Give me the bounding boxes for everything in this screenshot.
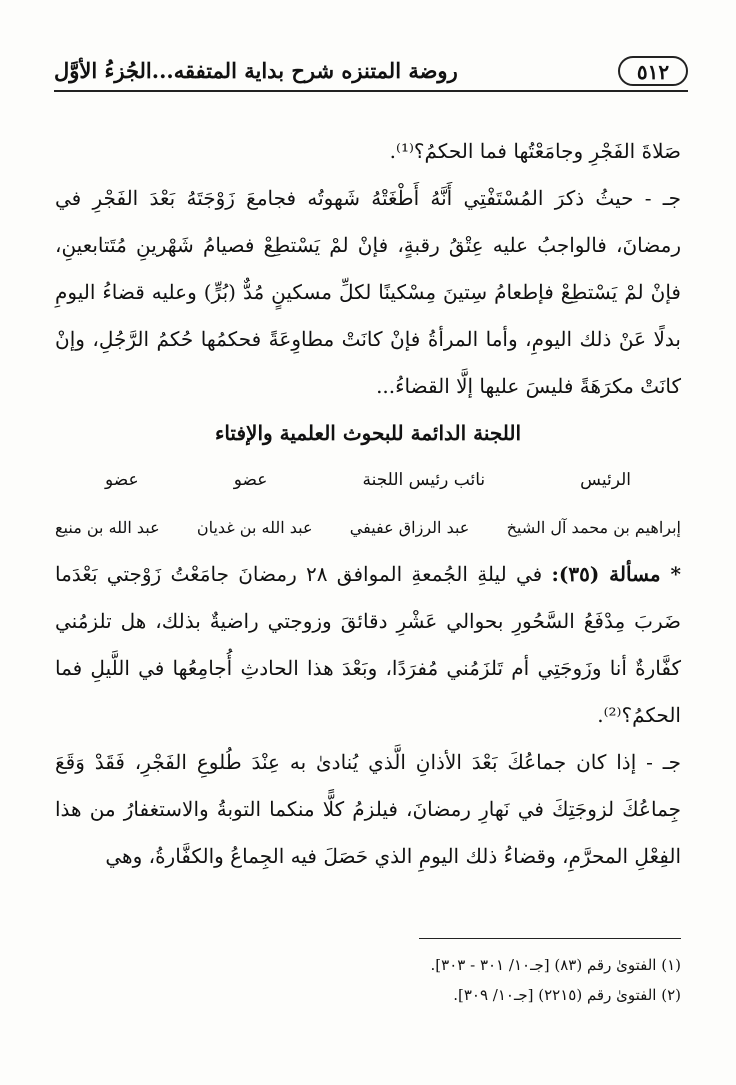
committee-names xyxy=(55,504,681,551)
footnote-1: (١) الفتوىٰ رقم (٨٣) [جـ١٠/ ٣٠١ - ٣٠٣]. xyxy=(430,956,681,974)
role-member-2: عضو xyxy=(105,470,139,490)
running-title: روضة المتنزه شرح بداية المتفقه...الجُزءُ الأوَّل xyxy=(54,58,458,83)
footnote-divider xyxy=(419,938,681,939)
name-vice-chairman: عبد الرزاق عفيفي xyxy=(349,518,470,537)
page-header xyxy=(54,56,688,92)
footnotes xyxy=(55,950,681,1010)
role-chairman: الرئيس xyxy=(580,470,631,490)
answer-paragraph-1: جـ - حيثُ ذكرَ المُسْتَفْتِي أَنَّهُ أَطْغَتْهُ شَهوتُه فجامعَ زَوْجَتَهُ بَعْدَ الفَجْرِ في رمضانَ، فالواجبُ عليه عِتْقُ رقبةٍ، فإنْ لمْ يَسْتطِعْ فصيامُ شَهْرينِ مُتَتابعينِ، فإنْ لمْ يَسْتطِعْ فإطعامُ سِتينَ مِسْكينًا لكلِّ مسكينٍ مُدٌّ (بُرٍّ) وعليه قضاءُ اليومِ بدلًا عَنْ ذلك اليومِ، وأما المرأةُ فإنْ كانَتْ مطاوِعَةً فحكمُها حُكمُ الرَّجُلِ، وإنْ كانَتْ مكرَهَةً فليسَ عليها إلَّا القضاءُ... xyxy=(55,186,681,398)
page-number: ٥١٢ xyxy=(618,56,688,86)
body-text xyxy=(55,128,681,880)
committee-roles xyxy=(55,457,681,504)
role-member-1: عضو xyxy=(233,470,268,490)
committee-title: اللجنة الدائمة للبحوث العلمية والإفتاء xyxy=(214,421,522,445)
question-35 xyxy=(55,551,681,739)
question-text: في ليلةِ الجُمعةِ الموافق ٢٨ رمضانَ جامَعْتُ زَوْجتي بَعْدَما ضَربَ مِدْفَعُ السَّحُورِ بحوالي عَشْرِ دقائقَ وزوجتي راضيةٌ بذلك، هل تلزمُني كفَّارةٌ أنا وزَوجَتِي أم تَلزَمُني مُفرَدًا، وبَعْدَ هذا الحادثِ أُجامِعُها في اللَّيلِ فما الحكمُ؟⁽²⁾. xyxy=(55,562,681,727)
name-member-2: عبد الله بن منيع xyxy=(55,518,160,537)
question-label: * مسألة (٣٥): xyxy=(551,562,682,586)
footnote-2: (٢) الفتوىٰ رقم (٢٢١٥) [جـ١٠/ ٣٠٩]. xyxy=(453,986,681,1004)
name-member-1: عبد الله بن غديان xyxy=(196,518,313,537)
answer-paragraph-2: جـ - إذا كان جماعُكَ بَعْدَ الأذانِ الَّذي يُنادىٰ به عِنْدَ طُلوعِ الفَجْرِ، فَقَدْ وَقَعَ جِماعُكَ لزوجَتِكَ في نَهارِ رمضانَ، فيلزمُ كلًّا منكما التوبةُ والاستغفارُ من هذا الفِعْلِ المحرَّمِ، وقضاءُ ذلك اليومِ الذي حَصَلَ فيه الجِماعُ والكفَّارةُ، وهي xyxy=(55,750,681,868)
name-chairman: إبراهيم بن محمد آل الشيخ xyxy=(506,518,681,537)
question-continuation: صَلاةَ الفَجْرِ وجامَعْتُها فما الحكمُ؟⁽¹⁾. xyxy=(389,139,681,163)
role-vice-chairman: نائب رئيس اللجنة xyxy=(362,470,486,490)
